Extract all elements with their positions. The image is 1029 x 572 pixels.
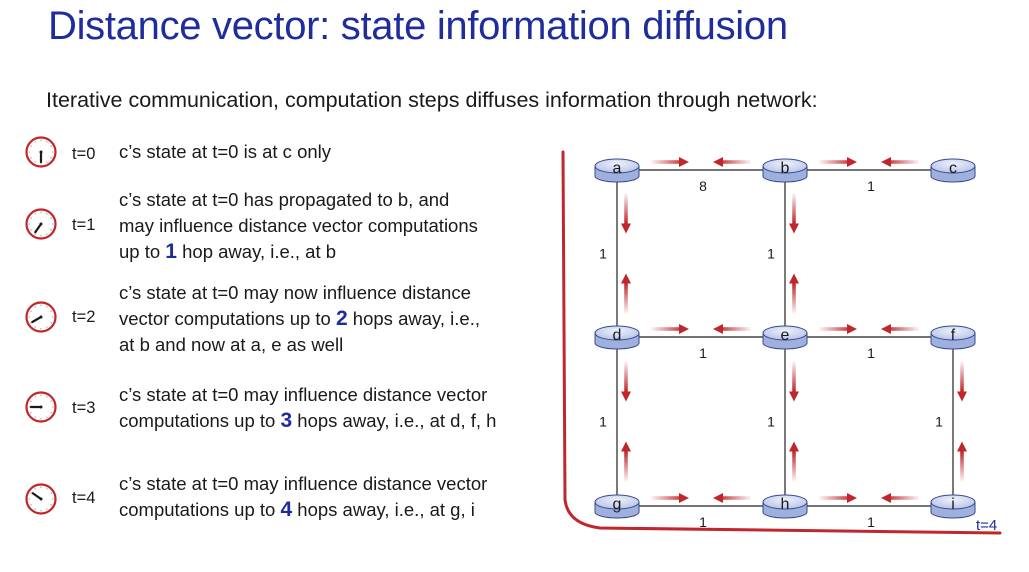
network-diagram [560,140,1020,550]
router-node-b [763,159,807,182]
clock-icon [24,135,58,169]
node-label: f [950,327,956,344]
clock-center [40,406,43,409]
desc-text: up to [119,241,166,262]
router-node-h [763,495,807,518]
diffusion-arrow [819,493,857,503]
clock-icon [24,207,58,241]
diffusion-arrow [819,157,857,167]
time-label: t=3 [72,399,96,417]
node-label: a [612,160,622,177]
router-node-e [763,326,807,349]
edge-weight-label: 1 [935,413,943,430]
diffusion-arrow [621,194,631,234]
desc-line: c’s state at t=0 may influence distance vector [119,384,488,405]
time-label: t=0 [72,145,96,163]
time-label: t=4 [72,489,96,507]
diffusion-arrow [819,324,857,334]
desc-line: c’s state at t=0 has propagated to b, and [119,189,450,210]
desc-text: hops away, i.e., at d, f, h [292,410,497,431]
diffusion-arrow [651,157,689,167]
diffusion-arrow [789,274,799,314]
router-node-a [595,159,639,182]
desc-line: may influence distance vector computations [119,215,478,236]
clock-icon [24,482,58,516]
router-node-d [595,326,639,349]
time-label: t=2 [72,308,96,326]
edge-weight-label: 1 [867,514,875,530]
diffusion-arrow [789,194,799,234]
step-description [119,187,478,265]
diffusion-arrow [957,442,967,482]
step-t0 [0,135,560,175]
desc-line [119,239,478,265]
hop-count: 1 [165,240,177,263]
desc-text: hops away, i.e., at g, i [292,499,475,520]
diffusion-arrow [621,442,631,482]
diffusion-arrow [713,157,751,167]
diffusion-arrow [957,362,967,402]
desc-line: at b and now at a, e as well [119,334,344,355]
desc-line [119,497,487,523]
node-label: c [949,160,957,177]
node-label: h [780,496,790,513]
step-t3 [0,382,560,442]
node-label: i [951,496,955,513]
diffusion-arrow [621,362,631,402]
hop-count: 3 [280,409,293,432]
diffusion-arrow [713,493,751,503]
step-t1 [0,185,560,270]
step-description [119,382,496,434]
desc-text: hop away, i.e., at b [176,241,337,262]
desc-text: computations up to [119,499,281,520]
clock-icon [24,390,58,424]
desc-line [119,408,496,434]
step-description [119,280,480,358]
edge-weight-label: 1 [599,413,607,430]
clock-center [40,316,43,319]
node-label: g [612,496,622,513]
diffusion-arrow [881,157,919,167]
hop-count: 2 [335,307,348,330]
desc-line: c’s state at t=0 may now influence distance [119,282,471,303]
step-t2 [0,280,560,365]
clock-icon [24,300,58,334]
router-node-g [595,495,639,518]
diffusion-arrow [621,274,631,314]
edge-weight-label: 1 [699,514,707,530]
node-label: d [612,327,622,344]
desc-line [119,306,480,332]
desc-line: c’s state at t=0 may influence distance vector [119,473,488,494]
clock-center [40,223,43,226]
step-description [119,471,487,523]
edge-weight-label: 1 [867,178,875,194]
diffusion-arrow [881,324,919,334]
router-node-i [931,495,975,518]
step-t4 [0,470,560,530]
edge-weight-label: 8 [699,178,707,194]
node-label: b [780,160,790,177]
diffusion-arrow [789,442,799,482]
edge-weight-label: 1 [767,413,775,430]
step-description [119,139,331,165]
time-indicator: t=4 [976,517,998,534]
router-node-f [931,326,975,349]
subtitle: Iterative communication, computation steps diffuses information through network: [46,88,818,112]
diffusion-arrow [881,493,919,503]
diffusion-arrow [651,493,689,503]
diffusion-arrow [789,362,799,402]
desc-text: vector computations up to [119,308,336,329]
desc-text: computations up to [119,410,281,431]
diffusion-arrow [651,324,689,334]
edge-weight-label: 1 [867,345,875,361]
node-label: e [780,327,790,344]
hop-count: 4 [280,498,293,521]
page-title: Distance vector: state information diffusion [48,4,788,48]
router-node-c [931,159,975,182]
edge-weight-label: 1 [767,245,775,262]
time-label: t=1 [72,216,96,234]
diffusion-arrow [713,324,751,334]
clock-center [40,498,43,501]
edge-weights [599,178,943,530]
desc-line: c’s state at t=0 is at c only [119,141,332,162]
edge-weight-label: 1 [699,345,707,361]
desc-text: hops away, i.e., [347,308,480,329]
clock-center [40,151,43,154]
edge-weight-label: 1 [599,245,607,262]
